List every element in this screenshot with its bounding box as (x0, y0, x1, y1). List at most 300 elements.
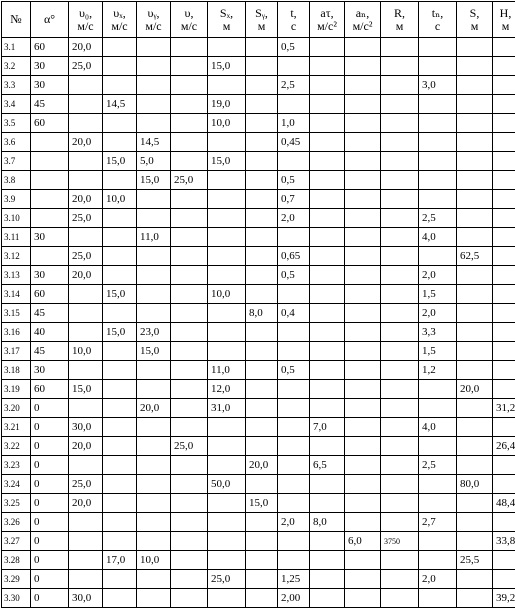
table-cell-col-v (171, 95, 208, 114)
table-cell-col-s (457, 570, 493, 589)
table-cell-col-tn (419, 95, 457, 114)
table-cell-col-v0: 10,0 (69, 342, 103, 361)
table-cell-col-number: 3.18 (2, 361, 31, 380)
table-cell-col-sy (246, 361, 278, 380)
table-cell-col-vy (137, 285, 171, 304)
header-symbol: S, (470, 6, 480, 20)
table-cell-col-angle: 60 (31, 114, 69, 133)
table-cell-col-r (381, 342, 419, 361)
table-cell-col-sx: 31,0 (208, 399, 246, 418)
table-cell-col-t (278, 551, 310, 570)
table-cell-col-v (171, 418, 208, 437)
table-cell-col-h (493, 190, 515, 209)
table-cell-col-t: 2,0 (278, 513, 310, 532)
table-cell-col-a-tau (310, 76, 345, 95)
table-cell-col-a-tau (310, 152, 345, 171)
table-cell-col-tn (419, 190, 457, 209)
table-cell-col-tn (419, 551, 457, 570)
table-cell-col-v (171, 475, 208, 494)
table-cell-col-r (381, 285, 419, 304)
table-cell-col-vy (137, 475, 171, 494)
table-cell-col-vx (103, 437, 137, 456)
table-cell-col-v0 (69, 76, 103, 95)
table-cell-col-h (493, 551, 515, 570)
header-symbol: α° (44, 12, 55, 26)
table-cell-col-vy: 11,0 (137, 228, 171, 247)
table-cell-col-a-n (345, 38, 381, 57)
table-cell-col-sy (246, 285, 278, 304)
table-cell-col-tn: 1,2 (419, 361, 457, 380)
table-cell-col-r (381, 399, 419, 418)
table-row (2, 114, 515, 133)
table-row (2, 551, 515, 570)
table-cell-col-tn: 2,0 (419, 570, 457, 589)
table-cell-col-v0 (69, 171, 103, 190)
table-cell-col-t: 0,5 (278, 361, 310, 380)
table-cell-col-r (381, 361, 419, 380)
table-cell-col-angle: 30 (31, 76, 69, 95)
table-row (2, 285, 515, 304)
table-cell-col-vy (137, 57, 171, 76)
table-cell-col-v0 (69, 456, 103, 475)
table-cell-col-vy (137, 532, 171, 551)
table-row (2, 171, 515, 190)
table-cell-col-v (171, 57, 208, 76)
table-cell-col-a-tau (310, 114, 345, 133)
table-cell-col-a-n (345, 209, 381, 228)
table-cell-col-angle (31, 133, 69, 152)
table-cell-col-t: 0,65 (278, 247, 310, 266)
table-cell-col-tn: 2,5 (419, 209, 457, 228)
table-cell-col-sy (246, 247, 278, 266)
header-symbol: aₙ, (356, 6, 370, 20)
table-cell-col-number: 3.24 (2, 475, 31, 494)
table-cell-col-s (457, 152, 493, 171)
table-cell-col-v (171, 380, 208, 399)
table-body (2, 38, 515, 608)
table-cell-col-s (457, 361, 493, 380)
table-cell-col-sy (246, 437, 278, 456)
table-cell-col-a-n (345, 342, 381, 361)
table-cell-col-vy (137, 190, 171, 209)
table-cell-col-number: 3.28 (2, 551, 31, 570)
table-cell-col-sx (208, 190, 246, 209)
table-cell-col-t (278, 399, 310, 418)
table-cell-col-a-n (345, 190, 381, 209)
table-cell-col-a-tau (310, 399, 345, 418)
table-cell-col-vy (137, 380, 171, 399)
header-symbol: υₓ, (113, 6, 125, 20)
table-row (2, 38, 515, 57)
table-cell-col-h (493, 285, 515, 304)
table-cell-col-h: 31,2 (493, 399, 515, 418)
table-cell-col-t (278, 418, 310, 437)
table-cell-col-v0 (69, 551, 103, 570)
table-cell-col-vx (103, 342, 137, 361)
table-cell-col-vx (103, 532, 137, 551)
table-cell-col-angle (31, 171, 69, 190)
table-row (2, 133, 515, 152)
table-cell-col-v (171, 494, 208, 513)
header-symbol: Sₓ, (220, 6, 233, 20)
table-cell-col-a-n (345, 418, 381, 437)
table-cell-col-vx: 10,0 (103, 190, 137, 209)
table-cell-col-a-tau (310, 57, 345, 76)
table-cell-col-t (278, 57, 310, 76)
table-cell-col-s (457, 285, 493, 304)
header-symbol: t, (290, 6, 296, 20)
table-cell-col-sx: 15,0 (208, 57, 246, 76)
header-symbol: № (10, 12, 21, 26)
table-cell-col-a-n (345, 551, 381, 570)
table-cell-col-a-n: 6,0 (345, 532, 381, 551)
table-cell-col-r (381, 418, 419, 437)
table-cell-col-sy (246, 114, 278, 133)
table-cell-col-v0: 20,0 (69, 494, 103, 513)
table-cell-col-v (171, 76, 208, 95)
table-cell-col-angle (31, 190, 69, 209)
table-cell-col-sx (208, 38, 246, 57)
table-cell-col-h (493, 342, 515, 361)
table-cell-col-a-n (345, 513, 381, 532)
table-cell-col-angle: 45 (31, 304, 69, 323)
table-cell-col-sy: 20,0 (246, 456, 278, 475)
table-cell-col-t: 0,45 (278, 133, 310, 152)
table-cell-col-h (493, 304, 515, 323)
table-cell-col-sy (246, 171, 278, 190)
table-cell-col-sx (208, 247, 246, 266)
table-cell-col-vx (103, 247, 137, 266)
table-cell-col-a-tau (310, 190, 345, 209)
table-cell-col-tn (419, 171, 457, 190)
table-cell-col-v0 (69, 513, 103, 532)
table-cell-col-tn: 2,0 (419, 304, 457, 323)
table-cell-col-a-tau (310, 38, 345, 57)
table-cell-col-tn (419, 589, 457, 608)
header-unit: м (208, 20, 245, 33)
table-cell-col-a-tau (310, 133, 345, 152)
table-cell-col-v (171, 361, 208, 380)
table-cell-col-tn: 2,7 (419, 513, 457, 532)
table-row (2, 95, 515, 114)
table-cell-col-h (493, 133, 515, 152)
table-cell-col-number: 3.17 (2, 342, 31, 361)
table-cell-col-sx (208, 437, 246, 456)
table-cell-col-v (171, 456, 208, 475)
table-cell-col-vy (137, 418, 171, 437)
table-cell-col-a-tau (310, 437, 345, 456)
table-cell-col-s: 20,0 (457, 380, 493, 399)
table-cell-col-tn: 2,0 (419, 266, 457, 285)
table-cell-col-r (381, 76, 419, 95)
table-cell-col-r (381, 380, 419, 399)
table-cell-col-a-tau: 7,0 (310, 418, 345, 437)
table-cell-col-tn (419, 247, 457, 266)
table-cell-col-a-n (345, 361, 381, 380)
table-cell-col-s (457, 38, 493, 57)
table-cell-col-v0: 25,0 (69, 57, 103, 76)
table-cell-col-sx (208, 304, 246, 323)
table-cell-col-number: 3.29 (2, 570, 31, 589)
table-cell-col-sy (246, 475, 278, 494)
table-cell-col-s (457, 209, 493, 228)
table-cell-col-h (493, 380, 515, 399)
table-cell-col-sy (246, 152, 278, 171)
table-cell-col-v (171, 399, 208, 418)
table-cell-col-vx (103, 171, 137, 190)
table-cell-col-number: 3.21 (2, 418, 31, 437)
table-cell-col-sx (208, 76, 246, 95)
table-cell-col-v0: 20,0 (69, 437, 103, 456)
header-symbol: R, (394, 6, 405, 20)
table-cell-col-sx: 10,0 (208, 285, 246, 304)
table-cell-col-vy (137, 513, 171, 532)
table-cell-col-v (171, 266, 208, 285)
table-cell-col-h (493, 570, 515, 589)
table-cell-col-number: 3.22 (2, 437, 31, 456)
table-cell-col-r (381, 209, 419, 228)
table-cell-col-sy (246, 532, 278, 551)
table-cell-col-sx (208, 513, 246, 532)
table-cell-col-sx (208, 532, 246, 551)
header-col-number (2, 2, 31, 38)
table-cell-col-vx (103, 228, 137, 247)
table-cell-col-t (278, 475, 310, 494)
table-cell-col-sx: 19,0 (208, 95, 246, 114)
table-cell-col-vy: 15,0 (137, 342, 171, 361)
table-cell-col-a-tau (310, 342, 345, 361)
table-cell-col-number: 3.26 (2, 513, 31, 532)
table-cell-col-v (171, 190, 208, 209)
table-cell-col-tn (419, 532, 457, 551)
table-cell-col-v (171, 513, 208, 532)
table-cell-col-number: 3.11 (2, 228, 31, 247)
table-row (2, 323, 515, 342)
table-cell-col-tn (419, 475, 457, 494)
table-cell-col-a-tau (310, 532, 345, 551)
table-cell-col-t (278, 494, 310, 513)
table-cell-col-number: 3.9 (2, 190, 31, 209)
table-cell-col-sy (246, 551, 278, 570)
table-cell-col-a-tau (310, 247, 345, 266)
table-row (2, 57, 515, 76)
header-unit: м/с (171, 20, 207, 33)
table-cell-col-vx (103, 418, 137, 437)
table-cell-col-v0: 20,0 (69, 133, 103, 152)
table-row (2, 361, 515, 380)
table-cell-col-tn: 1,5 (419, 285, 457, 304)
table-cell-col-vx (103, 399, 137, 418)
table-row (2, 342, 515, 361)
table-cell-col-v0 (69, 304, 103, 323)
table-cell-col-number: 3.14 (2, 285, 31, 304)
table-cell-col-h (493, 152, 515, 171)
table-cell-col-a-n (345, 399, 381, 418)
table-cell-col-s: 62,5 (457, 247, 493, 266)
table-cell-col-t (278, 323, 310, 342)
table-cell-col-t (278, 152, 310, 171)
table-row (2, 475, 515, 494)
table-cell-col-h (493, 418, 515, 437)
table-cell-col-sy (246, 228, 278, 247)
table-cell-col-tn: 4,0 (419, 418, 457, 437)
table-cell-col-r (381, 589, 419, 608)
table-cell-col-r (381, 437, 419, 456)
table-cell-col-r (381, 551, 419, 570)
table-cell-col-s (457, 76, 493, 95)
table-cell-col-number: 3.27 (2, 532, 31, 551)
table-cell-col-vy (137, 437, 171, 456)
table-cell-col-number: 3.1 (2, 38, 31, 57)
table-cell-col-angle: 30 (31, 266, 69, 285)
header-col-vx (103, 2, 137, 38)
table-cell-col-vx (103, 570, 137, 589)
table-cell-col-a-tau (310, 285, 345, 304)
table-cell-col-sx (208, 551, 246, 570)
table-row (2, 76, 515, 95)
table-cell-col-h: 48,4 (493, 494, 515, 513)
header-symbol: υ₀, (79, 6, 92, 20)
table-cell-col-angle: 0 (31, 532, 69, 551)
table-cell-col-angle: 0 (31, 513, 69, 532)
table-cell-col-r (381, 494, 419, 513)
header-unit: м/с (137, 20, 170, 33)
header-unit: с (278, 20, 309, 33)
table-cell-col-tn (419, 152, 457, 171)
table-cell-col-r (381, 266, 419, 285)
table-cell-col-tn (419, 38, 457, 57)
table-cell-col-sy: 8,0 (246, 304, 278, 323)
table-cell-col-angle: 45 (31, 342, 69, 361)
table-cell-col-h (493, 266, 515, 285)
table-cell-col-s (457, 304, 493, 323)
table-cell-col-tn: 4,0 (419, 228, 457, 247)
table-cell-col-sy (246, 513, 278, 532)
table-cell-col-a-tau (310, 266, 345, 285)
table-cell-col-t: 0,5 (278, 171, 310, 190)
table-cell-col-r (381, 171, 419, 190)
table-cell-col-v0: 30,0 (69, 589, 103, 608)
table-cell-col-t (278, 437, 310, 456)
table-cell-col-a-n (345, 304, 381, 323)
table-cell-col-r (381, 133, 419, 152)
table-cell-col-v0 (69, 152, 103, 171)
header-symbol: H, (500, 6, 512, 20)
table-cell-col-v0 (69, 361, 103, 380)
table-cell-col-s (457, 133, 493, 152)
header-symbol: tₙ, (432, 6, 444, 20)
table-cell-col-v0: 20,0 (69, 38, 103, 57)
table-cell-col-vy: 14,5 (137, 133, 171, 152)
table-cell-col-angle: 0 (31, 570, 69, 589)
table-cell-col-number: 3.19 (2, 380, 31, 399)
table-cell-col-s (457, 190, 493, 209)
table-cell-col-sy (246, 190, 278, 209)
table-cell-col-number: 3.8 (2, 171, 31, 190)
table-cell-col-a-tau (310, 171, 345, 190)
table-cell-col-number: 3.6 (2, 133, 31, 152)
header-unit: м (381, 20, 418, 33)
table-cell-col-h (493, 361, 515, 380)
table-cell-col-angle: 0 (31, 475, 69, 494)
table-cell-col-vx (103, 513, 137, 532)
table-row (2, 494, 515, 513)
table-cell-col-v (171, 209, 208, 228)
table-cell-col-sy (246, 380, 278, 399)
table-cell-col-v0: 30,0 (69, 418, 103, 437)
table-cell-col-s (457, 399, 493, 418)
table-row (2, 247, 515, 266)
header-col-a-tau (310, 2, 345, 38)
header-unit: м (457, 20, 492, 33)
table-cell-col-angle: 30 (31, 361, 69, 380)
table-cell-col-h (493, 456, 515, 475)
table-row (2, 190, 515, 209)
header-unit: м/с² (310, 20, 344, 33)
table-cell-col-s (457, 114, 493, 133)
table-cell-col-tn (419, 114, 457, 133)
table-cell-col-t: 2,5 (278, 76, 310, 95)
table-cell-col-number: 3.20 (2, 399, 31, 418)
table-cell-col-a-tau (310, 228, 345, 247)
table-cell-col-t (278, 95, 310, 114)
table-cell-col-sx: 25,0 (208, 570, 246, 589)
table-cell-col-a-tau (310, 551, 345, 570)
header-col-h (493, 2, 515, 38)
table-cell-col-angle: 0 (31, 418, 69, 437)
table-cell-col-r (381, 247, 419, 266)
table-cell-col-t: 2,00 (278, 589, 310, 608)
table-cell-col-sy (246, 570, 278, 589)
table-cell-col-t (278, 380, 310, 399)
table-cell-col-s (457, 437, 493, 456)
table-cell-col-sx: 12,0 (208, 380, 246, 399)
table-cell-col-h (493, 171, 515, 190)
table-cell-col-sy (246, 76, 278, 95)
table-row (2, 418, 515, 437)
table-cell-col-s (457, 589, 493, 608)
table-cell-col-v (171, 114, 208, 133)
table-cell-col-a-n (345, 475, 381, 494)
table-cell-col-a-tau (310, 95, 345, 114)
table-cell-col-h (493, 38, 515, 57)
table-cell-col-v0 (69, 228, 103, 247)
table-cell-col-number: 3.12 (2, 247, 31, 266)
table-cell-col-number: 3.13 (2, 266, 31, 285)
table-cell-col-vx (103, 209, 137, 228)
table-cell-col-a-n (345, 494, 381, 513)
table-cell-col-vx (103, 380, 137, 399)
table-cell-col-vy (137, 95, 171, 114)
table-cell-col-r (381, 57, 419, 76)
table-cell-col-number: 3.4 (2, 95, 31, 114)
table-cell-col-sx: 15,0 (208, 152, 246, 171)
table-cell-col-v0: 25,0 (69, 247, 103, 266)
table-cell-col-angle: 0 (31, 456, 69, 475)
table-cell-col-v (171, 532, 208, 551)
table-cell-col-angle: 0 (31, 589, 69, 608)
header-unit: м (246, 20, 277, 33)
table-cell-col-a-n (345, 247, 381, 266)
table-cell-col-number: 3.30 (2, 589, 31, 608)
table-cell-col-a-tau (310, 323, 345, 342)
table-cell-col-t (278, 456, 310, 475)
header-symbol: υᵧ, (147, 6, 159, 20)
table-cell-col-v0 (69, 399, 103, 418)
header-symbol: aτ, (320, 6, 333, 20)
table-cell-col-h (493, 114, 515, 133)
table-cell-col-t: 0,4 (278, 304, 310, 323)
